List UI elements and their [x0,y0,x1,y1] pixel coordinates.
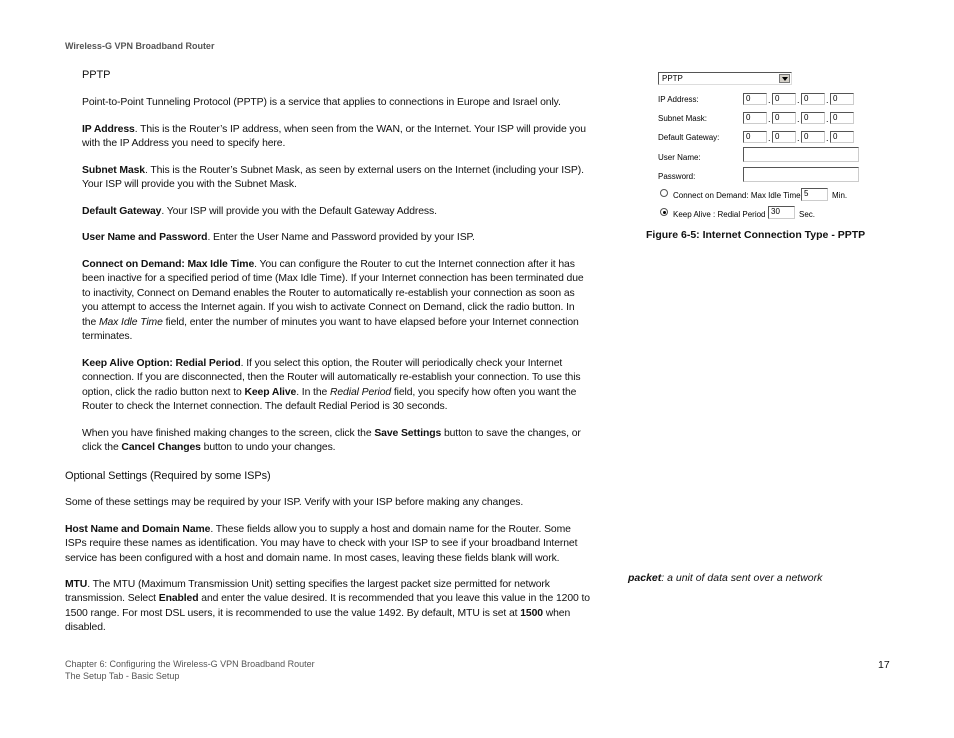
max-idle-time-input[interactable]: 5 [801,188,828,201]
text: . In the [296,386,330,398]
bold-term: Save Settings [374,428,442,439]
mask-octet-4[interactable]: 0 [830,112,854,124]
gw-octet-4[interactable]: 0 [830,131,854,143]
ip-octet-2[interactable]: 0 [772,93,796,105]
dot: . [768,114,771,124]
mask-octet-3[interactable]: 0 [801,112,825,124]
dot: . [797,114,800,124]
save-settings-paragraph [82,427,590,456]
bold-term: 1500 [520,607,543,619]
gw-octet-2[interactable]: 0 [772,131,796,143]
page-number: 17 [878,659,890,671]
text: . If you select this option, the Router will periodically check your Internet connection. If you are disconnected, then the Router will automatically re-establish your connection. To use this option, click the radio button next to [82,358,581,398]
dot: . [768,95,771,105]
default-gateway-label: Default Gateway: [658,133,720,142]
dot: . [797,95,800,105]
mtu-paragraph [65,578,590,636]
connect-on-demand-radio[interactable] [660,189,668,197]
keep-alive-paragraph [82,357,590,415]
gw-octet-3[interactable]: 0 [801,131,825,143]
figure-caption: Figure 6-5: Internet Connection Type - PPTP [646,229,866,241]
bold-term: Keep Alive [244,386,297,398]
subnet-mask-paragraph [82,164,590,193]
pptp-intro: Point-to-Point Tunneling Protocol (PPTP) is a service that applies to connections in Europe and Israel only. [82,97,561,108]
user-password-paragraph [82,231,590,245]
text: button to undo your changes. [200,442,336,454]
glossary-term: packet [628,572,662,584]
dot: . [797,133,800,143]
optional-heading: Optional Settings (Required by some ISPs) [65,470,271,482]
footer-chapter: Chapter 6: Configuring the Wireless-G VPN Broadband Router [65,659,315,669]
ip-octet-1[interactable]: 0 [743,93,767,105]
footer-section: The Setup Tab - Basic Setup [65,671,180,681]
user-name-input[interactable] [743,147,859,162]
connect-on-demand-paragraph [82,258,590,344]
connection-type-select[interactable] [658,72,792,85]
term: Connect on Demand: Max Idle Time [82,259,255,270]
glossary-definition: : a unit of data sent over a network [661,572,823,584]
default-gateway-paragraph [82,205,590,219]
term: Keep Alive Option: Redial Period [82,358,241,369]
select-value: PPTP [662,74,683,83]
subnet-mask-label: Subnet Mask: [658,114,707,123]
italic-term: Redial Period [329,386,392,398]
password-input[interactable] [743,167,859,182]
dot: . [768,133,771,143]
dot: . [826,114,829,124]
text: when disabled. [65,607,571,634]
dot: . [826,95,829,105]
text: When you have finished making changes to the screen, click the [82,428,375,439]
gw-octet-1[interactable]: 0 [743,131,767,143]
text: field, enter the number of minutes you want to have elapsed before your Internet connection terminates. [82,316,579,343]
user-name-label: User Name: [658,153,701,162]
connect-on-demand-label: Connect on Demand: Max Idle Time [673,191,801,200]
text: . You can configure the Router to cut the Internet connection after it has been inactive for a specified period of time (Max Idle Time). If your Internet connection has been terminated due to inactivity, Connect on Demand enables the Router to automatically re-establish your connection as soon as you attempt to access the Internet again. If you wish to activate Connect on Demand, click the radio button. In the [82,259,584,328]
text: . Your ISP will provide you with the Default Gateway Address. [161,206,437,217]
italic-term: Max Idle Time [98,316,163,328]
redial-period-input[interactable]: 30 [768,206,795,219]
ip-octet-4[interactable]: 0 [830,93,854,105]
min-unit-label: Min. [832,191,848,200]
ip-address-label: IP Address: [658,95,699,104]
term: User Name and Password [82,232,208,243]
bold-term: Cancel Changes [121,442,201,454]
glossary-note [628,572,822,584]
sec-unit-label: Sec. [799,210,816,219]
text: . These fields allow you to supply a host and domain name for the Router. Some ISPs require these names as identification. You may have to check with your ISP to see if your broadband Internet service has been configured with a host and domain name. In most cases, leaving these fields blank will work. [65,524,578,564]
text: . The MTU (Maximum Transmission Unit) setting specifies the largest packet size permitted for network transmission. Select [65,579,550,605]
ip-address-paragraph [82,123,590,152]
dot: . [826,133,829,143]
ip-octet-3[interactable]: 0 [801,93,825,105]
optional-intro: Some of these settings may be required by your ISP. Verify with your ISP before making any changes. [65,497,524,508]
host-domain-paragraph [65,523,590,566]
bold-term: Enabled [158,593,199,605]
mask-octet-2[interactable]: 0 [772,112,796,124]
text: button to save the changes, or click the [82,428,581,454]
text: . Enter the User Name and Password provided by your ISP. [207,232,475,243]
term: Host Name and Domain Name [65,524,211,535]
text: . This is the Router’s Subnet Mask, as seen by external users on the Internet (including your ISP). Your ISP will provide you with the Subnet Mask. [82,165,584,191]
text: and enter the value desired. It is recommended that you leave this value in the 1200 to 1500 range. For most DSL users, it is recommended to use the value 1492. By default, MTU is set at [65,593,590,619]
term: Subnet Mask [82,165,145,176]
running-header: Wireless-G VPN Broadband Router [65,41,215,51]
keep-alive-label: Keep Alive : Redial Period [673,210,766,219]
mask-octet-1[interactable]: 0 [743,112,767,124]
term: MTU [65,579,88,590]
footer [65,658,315,682]
password-label: Password: [658,172,696,181]
chevron-down-icon[interactable] [779,74,790,83]
term: IP Address [82,124,135,135]
term: Default Gateway [82,206,162,217]
pptp-settings-figure [654,70,874,222]
text: field, you specify how often you want the Router to check the Internet connection. The default Redial Period is 30 seconds. [82,386,577,413]
pptp-heading: PPTP [82,69,111,81]
text: . This is the Router’s IP address, when seen from the WAN, or the Internet. Your ISP will provide you with the IP Address you need to specify here. [82,124,586,150]
keep-alive-radio[interactable] [660,208,668,216]
